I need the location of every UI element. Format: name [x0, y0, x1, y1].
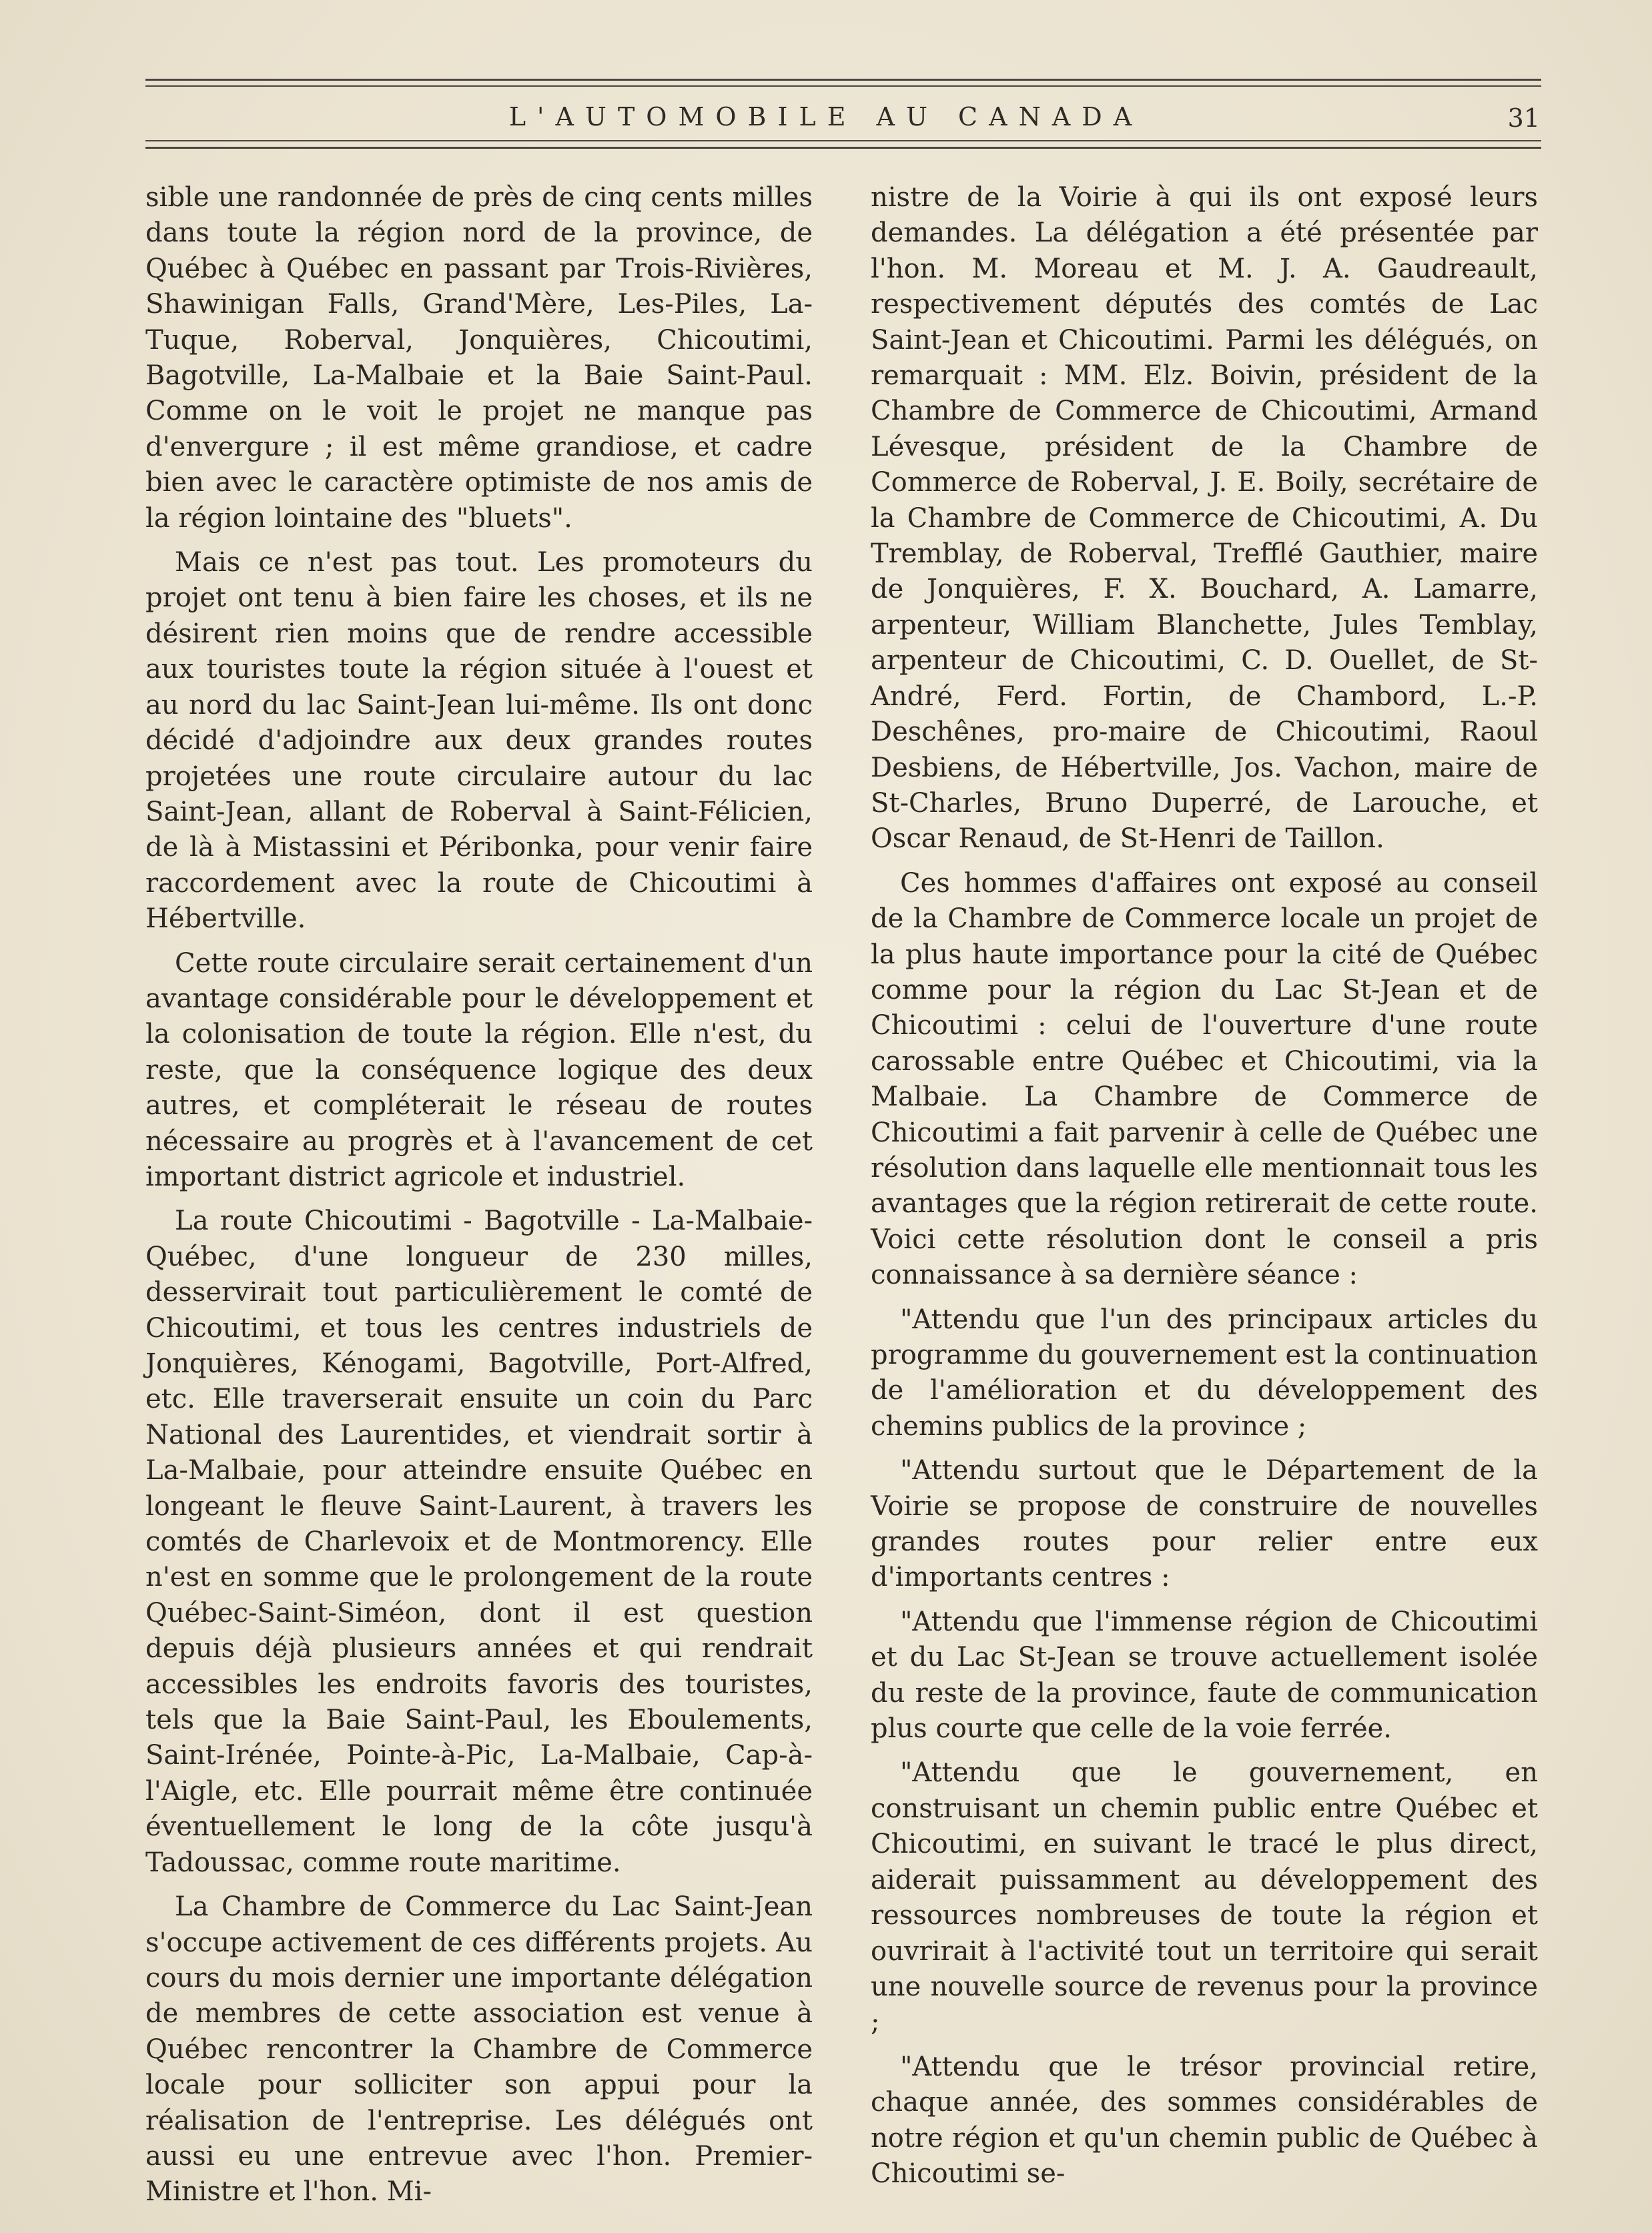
paragraph: "Attendu que le trésor provincial retire, chaque année, des sommes considérables de notre région et qu'un chemin public de Québec à Chicoutimi se-	[871, 2051, 1538, 2189]
running-header-title: L'AUTOMOBILE AU CANADA	[508, 102, 1144, 131]
paragraph: "Attendu que l'immense région de Chicoutimi et du Lac St-Jean se trouve actuellement isolée du reste de la province, faute de communication plus courte que celle de la voie ferrée.	[871, 1606, 1538, 1745]
left-column	[145, 180, 813, 2219]
paragraph: Cette route circulaire serait certainement d'un avantage considérable pour le développement et la colonisation de toute la région. Elle n'est, du reste, que la conséquence logique des deux autres, et compléterait le réseau de routes nécessaire au progrès et à l'avancement de cet important district agricole et industriel.	[145, 947, 813, 1192]
paragraph: sible une randonnée de près de cinq cents milles dans toute la région nord de la province, de Québec à Québec en passant par Trois-Rivières, Shawinigan Falls, Grand'Mère, Les-Piles, La-Tuque, Roberval, Jonquières, Chicoutimi, Bagotville, La-Malbaie et la Baie Saint-Paul. Comme on le voit le projet ne manque pas d'envergure ; il est même grandiose, et cadre bien avec le caractère optimiste de nos amis de la région lointaine des "bluets".	[145, 182, 813, 534]
paragraph: nistre de la Voirie à qui ils ont exposé leurs demandes. La délégation a été présentée par l'hon. M. Moreau et M. J. A. Gaudreault, respectivement députés des comtés de Lac Saint-Jean et Chicoutimi. Parmi les délégués, on remarquait : MM. Elz. Boivin, président de la Chambre de Commerce de Chicoutimi, Armand Lévesque, président de la Chambre de Commerce de Roberval, J. E. Boily, secrétaire de la Chambre de Commerce de Chicoutimi, A. Du Tremblay, de Roberval, Trefflé Gauthier, maire de Jonquières, F. X. Bouchard, A. Lamarre, arpenteur, William Blanchette, Jules Temblay, arpenteur de Chicoutimi, C. D. Ouellet, de St-André, Ferd. Fortin, de Chambord, L.-P. Deschênes, pro-maire de Chicoutimi, Raoul Desbiens, de Hébertville, Jos. Vachon, maire de St-Charles, Bruno Duperré, de Larouche, et Oscar Renaud, de St-Henri de Taillon.	[871, 182, 1538, 855]
header-rule-top-outer	[145, 79, 1541, 81]
header-rule-top-inner	[145, 85, 1541, 87]
paragraph: La route Chicoutimi - Bagotville - La-Malbaie-Québec, d'une longueur de 230 milles, desservirait tout particulièrement le comté de Chicoutimi, et tous les centres industriels de Jonquières, Kénogami, Bagotville, Port-Alfred, etc. Elle traverserait ensuite un coin du Parc National des Laurentides, et viendrait sortir à La-Malbaie, pour atteindre ensuite Québec en longeant le fleuve Saint-Laurent, à travers les comtés de Charlevoix et de Montmorency. Elle n'est en somme que le prolongement de la route Québec-Saint-Siméon, dont il est question depuis déjà plusieurs années et qui rendrait accessibles les endroits favoris des touristes, tels que la Baie Saint-Paul, les Eboulements, Saint-Irénée, Pointe-à-Pic, La-Malbaie, Cap-à-l'Aigle, etc. Elle pourrait même être continuée éventuellement le long de la côte jusqu'à Tadoussac, comme route maritime.	[145, 1206, 813, 1878]
right-column	[871, 180, 1538, 2200]
paragraph: "Attendu que le gouvernement, en construisant un chemin public entre Québec et Chicoutimi, en suivant le tracé le plus direct, aiderait puissamment au développement des ressources nombreuses de toute la région et ouvrirait à l'activité tout un territoire qui serait une nouvelle source de revenus pour la province ;	[871, 1757, 1538, 2038]
header-rule-bottom-inner	[145, 140, 1541, 141]
paragraph: "Attendu surtout que le Département de la Voirie se propose de construire de nouvelles grandes routes pour relier entre eux d'importants centres :	[871, 1455, 1538, 1593]
header-rule-bottom-outer	[145, 147, 1541, 149]
paragraph: "Attendu que l'un des principaux articles du programme du gouvernement est la continuation de l'amélioration et du développement des chemins publics de la province ;	[871, 1304, 1538, 1442]
paragraph: La Chambre de Commerce du Lac Saint-Jean s'occupe activement de ces différents projets. Au cours du mois dernier une importante délégation de membres de cette association est venue à Québec rencontrer la Chambre de Commerce locale pour solliciter son appui pour la réalisation de l'entreprise. Les délégués ont aussi eu une entrevue avec l'hon. Premier-Ministre et l'hon. Mi-	[145, 1891, 813, 2208]
paragraph: Mais ce n'est pas tout. Les promoteurs du projet ont tenu à bien faire les choses, et ils ne désirent rien moins que de rendre accessible aux touristes toute la région située à l'ouest et au nord du lac Saint-Jean lui-même. Ils ont donc décidé d'adjoindre aux deux grandes routes projetées une route circulaire autour du lac Saint-Jean, allant de Roberval à Saint-Félicien, de là à Mistassini et Péribonka, pour venir faire raccordement avec la route de Chicoutimi à Hébertville.	[145, 547, 813, 935]
paragraph: Ces hommes d'affaires ont exposé au conseil de la Chambre de Commerce locale un projet de la plus haute importance pour la cité de Québec comme pour la région du Lac St-Jean et de Chicoutimi : celui de l'ouverture d'une route carossable entre Québec et Chicoutimi, via la Malbaie. La Chambre de Commerce de Chicoutimi a fait parvenir à celle de Québec une résolution dans laquelle elle mentionnait tous les avantages que la région retirerait de cette route. Voici cette résolution dont le conseil a pris connaissance à sa dernière séance :	[871, 867, 1538, 1291]
page-number: 31	[1507, 103, 1540, 133]
